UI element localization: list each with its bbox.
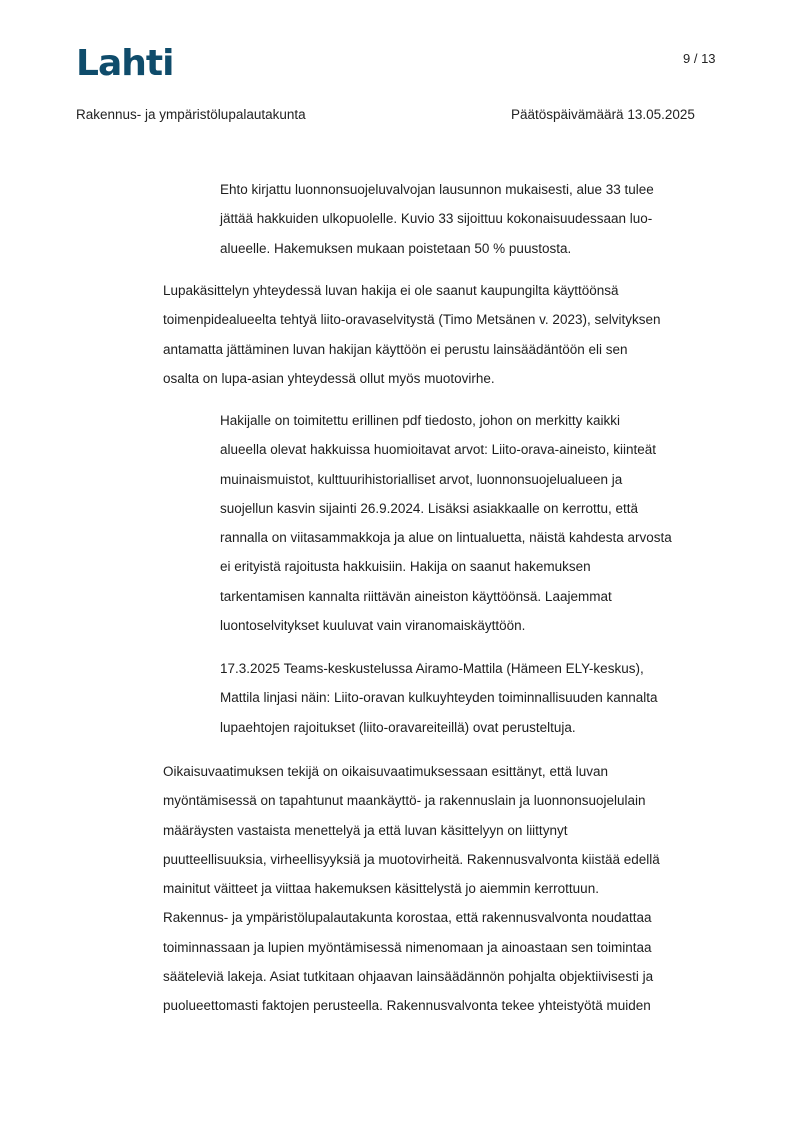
page-number: 9 / 13 bbox=[683, 51, 716, 66]
text-line: rannalla on viitasammakkoja ja alue on lintualuetta, näistä kahdesta arvosta bbox=[220, 530, 672, 546]
text-line: puutteellisuuksia, virheellisyyksiä ja muotovirheitä. Rakennusvalvonta kiistää edellä bbox=[163, 851, 660, 867]
text-line: Oikaisuvaatimuksen tekijä on oikaisuvaatimuksessaan esittänyt, että luvan bbox=[163, 764, 608, 779]
text-line: osalta on lupa-asian yhteydessä ollut myös muotovirhe. bbox=[163, 370, 495, 386]
text-line: myöntämisessä on tapahtunut maankäyttö- ja rakennuslain ja luonnonsuojelulain bbox=[163, 793, 646, 809]
text-line: toimenpidealueelta tehtyä liito-oravaselvitystä (Timo Metsänen v. 2023), selvityksen bbox=[163, 312, 661, 328]
text-line: Ehto kirjattu luonnonsuojeluvalvojan lausunnon mukaisesti, alue 33 tulee bbox=[220, 182, 654, 197]
text-line: alueella olevat hakkuissa huomioitavat arvot: Liito-orava-aineisto, kiinteät bbox=[220, 442, 656, 458]
text-line: Hakijalle on toimitettu erillinen pdf tiedosto, johon on merkitty kaikki bbox=[220, 413, 620, 428]
text-line: määräysten vastaista menettelyä ja että luvan käsittelyyn on liittynyt bbox=[163, 822, 568, 838]
text-line: alueelle. Hakemuksen mukaan poistetaan 50 % puustosta. bbox=[220, 240, 572, 256]
text-line: lupaehtojen rajoitukset (liito-oravareiteillä) ovat perusteltuja. bbox=[220, 719, 576, 735]
paragraph-claim bbox=[163, 276, 660, 393]
text-line: Rakennus- ja ympäristölupalautakunta korostaa, että rakennusvalvonta noudattaa bbox=[163, 910, 652, 926]
text-line: ei erityistä rajoitusta hakkuisiin. Hakija on saanut hakemuksen bbox=[220, 559, 591, 575]
text-line: Mattila linjasi näin: Liito-oravan kulkuyhteyden toiminnallisuuden kannalta bbox=[220, 690, 658, 706]
decision-date: Päätöspäivämäärä 13.05.2025 bbox=[511, 107, 695, 122]
lahti-logo: Lahti bbox=[76, 43, 174, 84]
text-line: antamatta jättäminen luvan hakijan käyttöön ei perustu lainsäädäntöön eli sen bbox=[163, 341, 628, 357]
text-line: sääteleviä lakeja. Asiat tutkitaan ohjaavan lainsäädännön pohjalta objektiivisesti ja bbox=[163, 969, 654, 985]
text-line: puolueettomasti faktojen perusteella. Rakennusvalvonta tekee yhteistyötä muiden bbox=[163, 998, 651, 1014]
paragraph-rectification bbox=[163, 757, 660, 1021]
text-line: Lupakäsittelyn yhteydessä luvan hakija ei ole saanut kaupungilta käyttöönsä bbox=[163, 283, 619, 298]
text-line: 17.3.2025 Teams-keskustelussa Airamo-Mattila (Hämeen ELY-keskus), bbox=[220, 661, 644, 676]
text-line: luontoselvitykset kuuluvat vain viranomaiskäyttöön. bbox=[220, 618, 526, 634]
board-name: Rakennus- ja ympäristölupalautakunta bbox=[76, 107, 306, 122]
text-line: mainitut väitteet ja viittaa hakemuksen käsittelystä jo aiemmin kerrottuun. bbox=[163, 881, 599, 897]
text-line: tarkentamisen kannalta riittävän aineiston käyttöönsä. Laajemmat bbox=[220, 588, 612, 604]
text-line: muinaismuistot, kulttuurihistorialliset arvot, luonnonsuojelualueen ja bbox=[220, 471, 623, 487]
paragraph-teams-discussion bbox=[220, 654, 658, 742]
text-line: toiminnassaan ja lupien myöntämisessä nimenomaan ja ainoastaan sen toimintaa bbox=[163, 939, 652, 955]
paragraph-condition bbox=[220, 175, 654, 263]
paragraph-response bbox=[220, 406, 672, 640]
text-line: suojellun kasvin sijainti 26.9.2024. Lisäksi asiakkaalle on kerrottu, että bbox=[220, 500, 638, 516]
text-line: jättää hakkuiden ulkopuolelle. Kuvio 33 sijoittuu kokonaisuudessaan luo- bbox=[220, 211, 653, 227]
